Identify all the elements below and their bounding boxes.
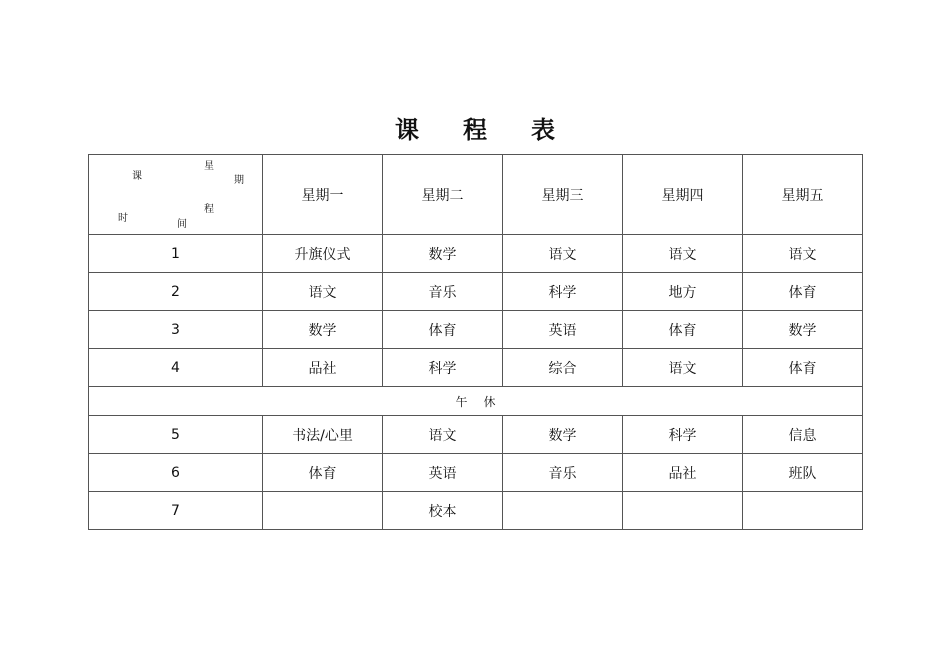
- period-number: 5: [89, 416, 263, 454]
- table-row: [89, 273, 863, 311]
- lunch-break-cell: [89, 387, 863, 416]
- subject-cell: 品社: [263, 349, 383, 387]
- corner-label: 时: [118, 213, 128, 224]
- subject-cell: 升旗仪式: [263, 235, 383, 273]
- day-header: 星期五: [743, 155, 863, 235]
- day-header: 星期三: [503, 155, 623, 235]
- table-row: [89, 416, 863, 454]
- table-row: [89, 492, 863, 530]
- subject-cell: [743, 492, 863, 530]
- schedule-table: [88, 154, 863, 530]
- subject-cell: 语文: [263, 273, 383, 311]
- subject-cell: 数学: [383, 235, 503, 273]
- lunch-break-row: [89, 387, 863, 416]
- table-row: [89, 349, 863, 387]
- corner-label: 程: [204, 204, 214, 215]
- title-char: 程: [463, 116, 487, 144]
- table-row: [89, 311, 863, 349]
- subject-cell: 体育: [623, 311, 743, 349]
- period-number: 6: [89, 454, 263, 492]
- subject-cell: 音乐: [503, 454, 623, 492]
- subject-cell: 英语: [503, 311, 623, 349]
- subject-cell: 科学: [503, 273, 623, 311]
- subject-cell: 体育: [383, 311, 503, 349]
- period-number: 4: [89, 349, 263, 387]
- subject-cell: 地方: [623, 273, 743, 311]
- lunch-break-char: 午: [455, 394, 468, 409]
- lunch-break-char: 休: [483, 394, 496, 409]
- day-header: 星期一: [263, 155, 383, 235]
- subject-cell: 体育: [263, 454, 383, 492]
- subject-cell: 品社: [623, 454, 743, 492]
- subject-cell: 科学: [383, 349, 503, 387]
- subject-cell: 语文: [743, 235, 863, 273]
- subject-cell: 英语: [383, 454, 503, 492]
- period-number: 2: [89, 273, 263, 311]
- subject-cell: 数学: [263, 311, 383, 349]
- table-row: [89, 454, 863, 492]
- subject-cell: 语文: [383, 416, 503, 454]
- subject-cell: [623, 492, 743, 530]
- day-header: 星期二: [383, 155, 503, 235]
- subject-cell: 数学: [503, 416, 623, 454]
- subject-cell: 综合: [503, 349, 623, 387]
- subject-cell: 书法/心里: [263, 416, 383, 454]
- period-number: 1: [89, 235, 263, 273]
- subject-cell: 音乐: [383, 273, 503, 311]
- corner-label: 星: [204, 161, 214, 172]
- subject-cell: 校本: [383, 492, 503, 530]
- subject-cell: [263, 492, 383, 530]
- page-title: [0, 110, 950, 146]
- corner-label: 期: [234, 175, 244, 186]
- title-char: 课: [395, 116, 419, 144]
- header-row: [89, 155, 863, 235]
- subject-cell: 语文: [623, 349, 743, 387]
- subject-cell: 数学: [743, 311, 863, 349]
- subject-cell: 体育: [743, 349, 863, 387]
- period-number: 7: [89, 492, 263, 530]
- corner-cell: [89, 155, 263, 235]
- subject-cell: 体育: [743, 273, 863, 311]
- subject-cell: [503, 492, 623, 530]
- subject-cell: 信息: [743, 416, 863, 454]
- period-number: 3: [89, 311, 263, 349]
- subject-cell: 语文: [503, 235, 623, 273]
- subject-cell: 班队: [743, 454, 863, 492]
- corner-label: 间: [177, 219, 187, 230]
- subject-cell: 科学: [623, 416, 743, 454]
- day-header: 星期四: [623, 155, 743, 235]
- title-char: 表: [531, 116, 555, 144]
- corner-label: 课: [132, 171, 142, 182]
- subject-cell: 语文: [623, 235, 743, 273]
- table-row: [89, 235, 863, 273]
